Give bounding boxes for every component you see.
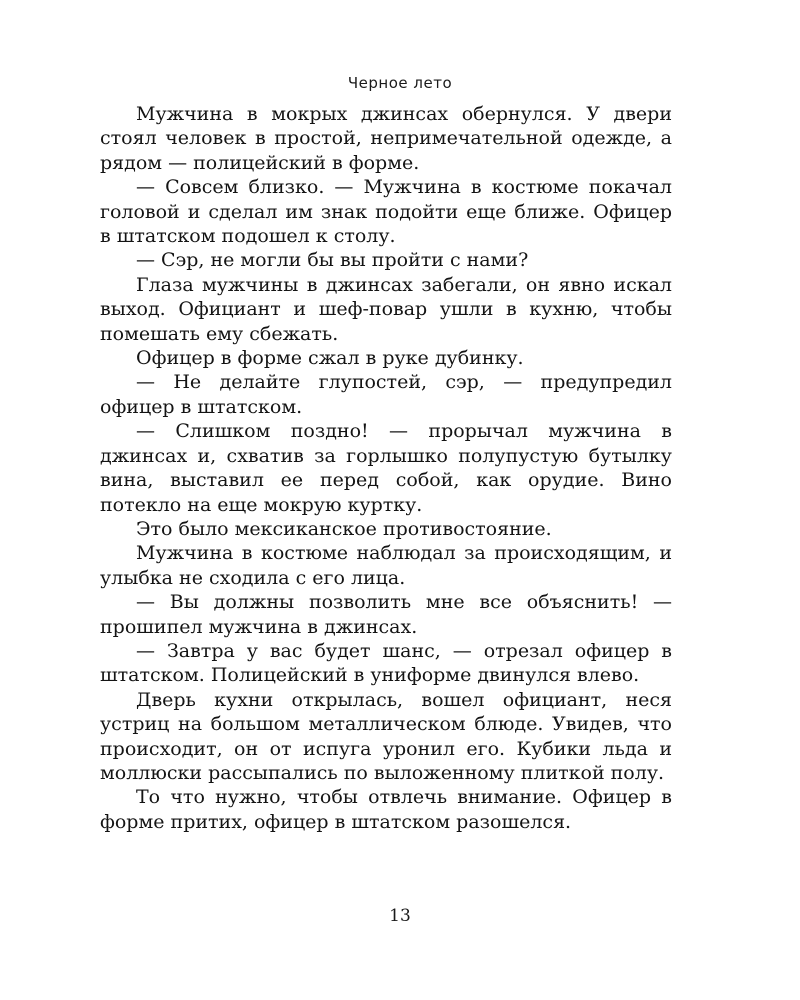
- paragraph: — Вы должны позволить мне все объяснить! — прошипел мужчина в джинсах.: [100, 591, 672, 638]
- paragraph: — Совсем близко. — Мужчина в костюме покачал головой и сделал им знак подойти еще ближе. Офицер в штатском подошел к столу.: [100, 176, 672, 248]
- paragraph: — Сэр, не могли бы вы пройти с нами?: [136, 249, 529, 272]
- body-text: [100, 102, 672, 834]
- paragraph: — Слишком поздно! — прорычал мужчина в джинсах и, схватив за горлышко полупустую бутылку вина, выставил ее перед собой, как орудие. Вино потекло на еще мокрую куртку.: [100, 420, 672, 516]
- paragraph: Это было мексиканское противостояние.: [136, 517, 552, 540]
- paragraph: Офицер в форме сжал в руке дубинку.: [136, 347, 524, 370]
- paragraph: Дверь кухни открылась, вошел официант, неся устриц на большом металлическом блюде. Увидев, что происходит, он от испуга уронил его. Кубики льда и моллюски рассыпались по выложенному плиткой полу.: [100, 688, 672, 784]
- running-head: Черное лето: [347, 74, 453, 92]
- paragraph: Мужчина в костюме наблюдал за происходящим, и улыбка не сходила с его лица.: [100, 542, 672, 589]
- paragraph: Мужчина в мокрых джинсах обернулся. У двери стоял человек в простой, непримечательной одежде, а рядом — полицейский в форме.: [100, 103, 672, 174]
- paragraph: — Не делайте глупостей, сэр, — предупредил офицер в штатском.: [100, 371, 672, 418]
- page-number: 13: [389, 906, 411, 926]
- paragraph: — Завтра у вас будет шанс, — отрезал офицер в штатском. Полицейский в униформе двинулся влево.: [100, 639, 672, 687]
- paragraph: То что нужно, чтобы отвлечь внимание. Офицер в форме притих, офицер в штатском разошелся.: [100, 786, 672, 833]
- paragraph: Глаза мужчины в джинсах забегали, он явно искал выход. Официант и шеф-повар ушли в кухню, чтобы помешать ему сбежать.: [100, 273, 672, 345]
